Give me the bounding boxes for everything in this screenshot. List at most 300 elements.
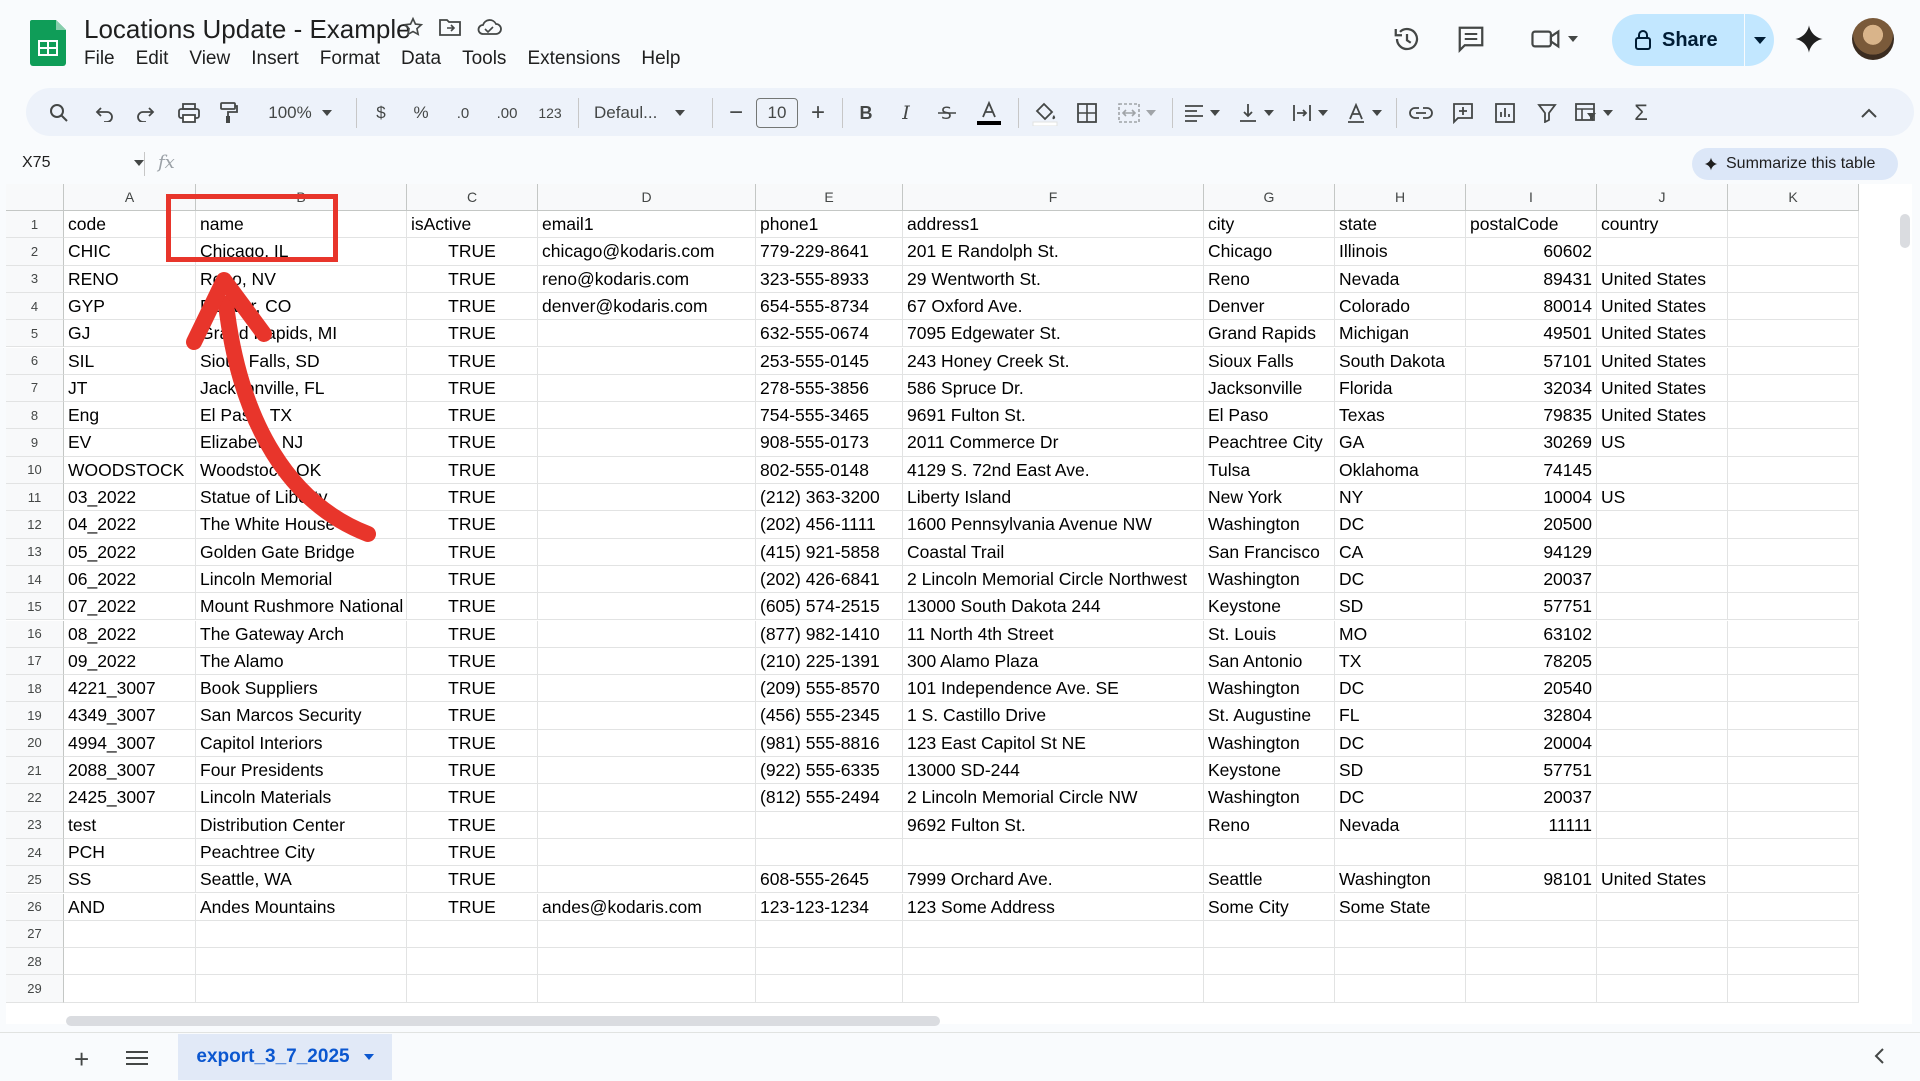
cell-name[interactable]: Lincoln Memorial [196,566,407,593]
text-wrapping-icon[interactable] [1288,100,1332,126]
cell-city[interactable]: Some City [1204,894,1335,921]
row-header[interactable]: 23 [6,812,64,839]
cell-name[interactable]: Capitol Interiors [196,730,407,757]
text-color-icon[interactable] [974,100,1004,126]
name-box[interactable] [22,154,144,172]
menu-edit[interactable]: Edit [135,48,169,69]
cell-postal[interactable]: 57751 [1466,757,1597,784]
bold-button[interactable]: B [859,102,873,123]
cell-address[interactable]: 13000 South Dakota 244 [903,593,1204,620]
cell-name[interactable]: Chicago, IL [196,238,407,265]
cell-postal[interactable]: 94129 [1466,539,1597,566]
cell-name[interactable]: Jacksonville, FL [196,375,407,402]
select-all-corner[interactable] [6,184,64,211]
cell-name[interactable]: name [196,211,407,238]
cell-email[interactable] [538,593,756,620]
column-header-h[interactable]: H [1335,184,1466,211]
cell-k[interactable] [1728,320,1859,347]
cell-email[interactable] [538,484,756,511]
functions-icon[interactable]: Σ [1634,100,1648,125]
cell-country[interactable]: United States [1597,266,1728,293]
cell-state[interactable]: DC [1335,730,1466,757]
row-header[interactable]: 22 [6,784,64,811]
menu-data[interactable]: Data [400,48,442,69]
cell-address[interactable]: 11 North 4th Street [903,621,1204,648]
cell-isactive[interactable]: TRUE [407,894,538,921]
cell-code[interactable]: 4994_3007 [64,730,196,757]
cell-postal[interactable]: 32804 [1466,702,1597,729]
cell-email[interactable] [538,839,756,866]
cell-code[interactable]: EV [64,429,196,456]
cell-city[interactable]: Jacksonville [1204,375,1335,402]
row-header[interactable]: 5 [6,320,64,347]
cell-postal[interactable]: 74145 [1466,457,1597,484]
cell-k[interactable] [1728,784,1859,811]
cell-isactive[interactable]: TRUE [407,648,538,675]
sheet-tab[interactable] [178,1034,392,1080]
cell-isactive[interactable]: TRUE [407,566,538,593]
cell-phone[interactable] [756,812,903,839]
cell-address[interactable]: 586 Spruce Dr. [903,375,1204,402]
cell-code[interactable]: 04_2022 [64,511,196,538]
cell-isactive[interactable] [407,921,538,948]
cell-address[interactable]: Coastal Trail [903,539,1204,566]
row-header[interactable]: 10 [6,457,64,484]
cell-postal[interactable]: 57101 [1466,348,1597,375]
cell-k[interactable] [1728,375,1859,402]
cell-code[interactable]: WOODSTOCK [64,457,196,484]
cell-postal[interactable]: 20037 [1466,784,1597,811]
cell-state[interactable]: Washington [1335,866,1466,893]
cell-address[interactable]: 123 East Capitol St NE [903,730,1204,757]
cell-k[interactable] [1728,839,1859,866]
cell-postal[interactable]: 32034 [1466,375,1597,402]
cell-postal[interactable]: 10004 [1466,484,1597,511]
sheets-logo-icon[interactable] [30,20,66,66]
cell-city[interactable]: Denver [1204,293,1335,320]
vertical-scrollbar[interactable] [1900,214,1910,248]
cell-k[interactable] [1728,812,1859,839]
cell-k[interactable] [1728,293,1859,320]
column-header-g[interactable]: G [1204,184,1335,211]
cell-country[interactable] [1597,757,1728,784]
cell-name[interactable]: The White House [196,511,407,538]
cell-postal[interactable] [1466,921,1597,948]
cell-email[interactable] [538,348,756,375]
cell-name[interactable]: Distribution Center [196,812,407,839]
column-header-j[interactable]: J [1597,184,1728,211]
row-header[interactable]: 17 [6,648,64,675]
cell-city[interactable]: Washington [1204,566,1335,593]
cell-code[interactable]: PCH [64,839,196,866]
cell-k[interactable] [1728,457,1859,484]
cell-phone[interactable] [756,921,903,948]
cell-code[interactable]: 4221_3007 [64,675,196,702]
cell-postal[interactable]: postalCode [1466,211,1597,238]
cell-code[interactable]: test [64,812,196,839]
cell-phone[interactable] [756,839,903,866]
cell-country[interactable] [1597,948,1728,975]
cell-address[interactable]: 2 Lincoln Memorial Circle NW [903,784,1204,811]
cell-name[interactable]: Denver, CO [196,293,407,320]
merge-cells-icon[interactable] [1112,100,1162,126]
cell-postal[interactable]: 20540 [1466,675,1597,702]
document-title[interactable]: Locations Update - Example [84,14,411,44]
cell-email[interactable] [538,402,756,429]
cell-code[interactable]: AND [64,894,196,921]
cell-email[interactable] [538,757,756,784]
row-header[interactable]: 1 [6,211,64,238]
cell-code[interactable]: JT [64,375,196,402]
increase-decimal-button[interactable]: .00 [496,104,518,122]
increase-font-size-button[interactable]: + [810,99,825,126]
cell-name[interactable]: Four Presidents [196,757,407,784]
cell-code[interactable] [64,921,196,948]
cell-code[interactable]: 05_2022 [64,539,196,566]
cell-city[interactable]: Keystone [1204,593,1335,620]
cell-email[interactable]: chicago@kodaris.com [538,238,756,265]
star-icon[interactable] [402,16,424,43]
cell-postal[interactable]: 20037 [1466,566,1597,593]
cell-isactive[interactable]: TRUE [407,839,538,866]
decrease-decimal-button[interactable]: .0 [456,104,470,122]
cell-email[interactable] [538,429,756,456]
column-header-f[interactable]: F [903,184,1204,211]
row-header[interactable]: 27 [6,921,64,948]
cell-state[interactable]: Florida [1335,375,1466,402]
avatar[interactable] [1852,18,1894,60]
fill-color-icon[interactable] [1030,100,1060,126]
cell-state[interactable]: DC [1335,784,1466,811]
row-header[interactable]: 3 [6,266,64,293]
cell-email[interactable] [538,320,756,347]
cell-name[interactable]: Peachtree City [196,839,407,866]
cell-state[interactable]: DC [1335,566,1466,593]
cell-phone[interactable]: (981) 555-8816 [756,730,903,757]
cell-country[interactable]: United States [1597,375,1728,402]
cell-code[interactable]: RENO [64,266,196,293]
cell-phone[interactable]: 632-555-0674 [756,320,903,347]
cell-code[interactable]: CHIC [64,238,196,265]
menu-tools[interactable]: Tools [462,48,507,69]
cell-isactive[interactable] [407,948,538,975]
cell-name[interactable]: Reno, NV [196,266,407,293]
cell-city[interactable] [1204,975,1335,1002]
row-header[interactable]: 7 [6,375,64,402]
cell-email[interactable] [538,730,756,757]
more-formats-button[interactable]: 123 [538,105,562,121]
cell-address[interactable]: 2011 Commerce Dr [903,429,1204,456]
cell-address[interactable] [903,839,1204,866]
cell-code[interactable]: code [64,211,196,238]
cell-city[interactable]: Peachtree City [1204,429,1335,456]
cell-k[interactable] [1728,730,1859,757]
cell-phone[interactable]: (415) 921-5858 [756,539,903,566]
cell-email[interactable] [538,511,756,538]
cell-isactive[interactable] [407,975,538,1002]
cell-email[interactable] [538,539,756,566]
cell-k[interactable] [1728,975,1859,1002]
cell-state[interactable]: MO [1335,621,1466,648]
cell-address[interactable]: 9691 Fulton St. [903,402,1204,429]
zoom-select[interactable] [258,100,342,126]
row-header[interactable]: 18 [6,675,64,702]
cell-name[interactable]: El Paso, TX [196,402,407,429]
cell-email[interactable] [538,702,756,729]
cell-code[interactable]: 06_2022 [64,566,196,593]
cell-country[interactable]: United States [1597,293,1728,320]
cell-address[interactable]: 29 Wentworth St. [903,266,1204,293]
cell-state[interactable]: DC [1335,511,1466,538]
cell-address[interactable]: 201 E Randolph St. [903,238,1204,265]
cell-city[interactable]: St. Louis [1204,621,1335,648]
cell-phone[interactable] [756,975,903,1002]
cell-country[interactable] [1597,621,1728,648]
cell-phone[interactable] [756,948,903,975]
cell-name[interactable] [196,975,407,1002]
cell-city[interactable]: Reno [1204,812,1335,839]
cell-code[interactable]: 09_2022 [64,648,196,675]
cell-city[interactable]: El Paso [1204,402,1335,429]
cell-state[interactable]: Some State [1335,894,1466,921]
version-history-icon[interactable] [1392,24,1422,59]
row-header[interactable]: 20 [6,730,64,757]
row-header[interactable]: 19 [6,702,64,729]
row-header[interactable]: 26 [6,894,64,921]
cell-k[interactable] [1728,894,1859,921]
font-select[interactable] [594,100,700,126]
cell-email[interactable] [538,621,756,648]
cell-country[interactable] [1597,702,1728,729]
cell-code[interactable]: Eng [64,402,196,429]
cell-isactive[interactable]: TRUE [407,457,538,484]
cell-city[interactable]: New York [1204,484,1335,511]
cell-city[interactable]: Tulsa [1204,457,1335,484]
cell-city[interactable]: Keystone [1204,757,1335,784]
cell-email[interactable]: email1 [538,211,756,238]
insert-chart-icon[interactable] [1492,100,1518,126]
cell-country[interactable] [1597,921,1728,948]
cell-email[interactable] [538,921,756,948]
cell-phone[interactable]: phone1 [756,211,903,238]
cell-state[interactable]: Colorado [1335,293,1466,320]
cell-postal[interactable]: 20500 [1466,511,1597,538]
cell-state[interactable]: state [1335,211,1466,238]
cell-state[interactable]: SD [1335,757,1466,784]
cell-postal[interactable] [1466,894,1597,921]
cell-city[interactable]: St. Augustine [1204,702,1335,729]
cell-name[interactable]: Sioux Falls, SD [196,348,407,375]
move-folder-icon[interactable] [438,16,462,43]
cell-name[interactable]: Elizabeth, NJ [196,429,407,456]
cell-code[interactable]: 4349_3007 [64,702,196,729]
column-header-e[interactable]: E [756,184,903,211]
spreadsheet-grid[interactable] [6,184,1912,1024]
sheet-explore-chevron-icon[interactable] [1874,1048,1884,1069]
cell-postal[interactable] [1466,975,1597,1002]
cell-postal[interactable]: 79835 [1466,402,1597,429]
cell-postal[interactable]: 89431 [1466,266,1597,293]
cell-postal[interactable]: 63102 [1466,621,1597,648]
cell-k[interactable] [1728,266,1859,293]
print-icon[interactable] [176,100,202,126]
cell-state[interactable]: Oklahoma [1335,457,1466,484]
cell-city[interactable]: city [1204,211,1335,238]
cell-postal[interactable]: 11111 [1466,812,1597,839]
cell-state[interactable] [1335,839,1466,866]
row-header[interactable]: 15 [6,593,64,620]
cell-phone[interactable]: 754-555-3465 [756,402,903,429]
cell-country[interactable]: United States [1597,402,1728,429]
all-sheets-icon[interactable] [126,1050,148,1071]
cell-isactive[interactable]: TRUE [407,702,538,729]
cell-code[interactable]: SIL [64,348,196,375]
cell-state[interactable]: GA [1335,429,1466,456]
cell-postal[interactable]: 20004 [1466,730,1597,757]
menu-view[interactable]: View [189,48,231,69]
cell-phone[interactable]: (456) 555-2345 [756,702,903,729]
cell-k[interactable] [1728,402,1859,429]
cell-address[interactable]: address1 [903,211,1204,238]
cell-phone[interactable]: (605) 574-2515 [756,593,903,620]
cell-state[interactable]: Michigan [1335,320,1466,347]
menu-file[interactable]: File [84,48,115,69]
cell-phone[interactable]: (202) 426-6841 [756,566,903,593]
cell-city[interactable]: Sioux Falls [1204,348,1335,375]
horizontal-scrollbar[interactable] [66,1016,940,1026]
row-header[interactable]: 11 [6,484,64,511]
row-header[interactable]: 16 [6,621,64,648]
font-size-input[interactable]: 10 [756,98,798,128]
row-header[interactable]: 14 [6,566,64,593]
cell-country[interactable]: US [1597,429,1728,456]
cell-isactive[interactable]: TRUE [407,757,538,784]
cell-postal[interactable]: 60602 [1466,238,1597,265]
percent-format-button[interactable]: % [413,103,429,122]
cell-address[interactable]: 4129 S. 72nd East Ave. [903,457,1204,484]
cell-state[interactable]: CA [1335,539,1466,566]
cell-isactive[interactable]: TRUE [407,621,538,648]
cell-country[interactable] [1597,730,1728,757]
cell-postal[interactable]: 98101 [1466,866,1597,893]
cell-name[interactable]: The Gateway Arch [196,621,407,648]
cell-email[interactable] [538,566,756,593]
cell-phone[interactable]: 323-555-8933 [756,266,903,293]
cell-country[interactable] [1597,511,1728,538]
cell-email[interactable] [538,784,756,811]
undo-icon[interactable] [92,100,118,126]
cell-k[interactable] [1728,211,1859,238]
cell-isactive[interactable]: isActive [407,211,538,238]
cell-k[interactable] [1728,429,1859,456]
add-sheet-button[interactable]: + [74,1044,90,1074]
cell-isactive[interactable]: TRUE [407,511,538,538]
cell-isactive[interactable]: TRUE [407,730,538,757]
cell-email[interactable] [538,866,756,893]
cell-name[interactable] [196,921,407,948]
cell-name[interactable]: The Alamo [196,648,407,675]
cell-isactive[interactable]: TRUE [407,266,538,293]
cell-phone[interactable]: 908-555-0173 [756,429,903,456]
insert-comment-icon[interactable] [1450,100,1476,126]
cell-postal[interactable] [1466,839,1597,866]
cell-name[interactable]: Mount Rushmore National [196,593,407,620]
column-header-c[interactable]: C [407,184,538,211]
filter-icon[interactable] [1534,100,1560,126]
cell-phone[interactable]: 253-555-0145 [756,348,903,375]
cell-city[interactable]: Reno [1204,266,1335,293]
cell-name[interactable]: Woodstock, OK [196,457,407,484]
column-header-k[interactable]: K [1728,184,1859,211]
cell-isactive[interactable]: TRUE [407,402,538,429]
cell-phone[interactable]: 278-555-3856 [756,375,903,402]
cell-state[interactable]: FL [1335,702,1466,729]
cell-address[interactable]: 243 Honey Creek St. [903,348,1204,375]
cell-isactive[interactable]: TRUE [407,866,538,893]
cell-city[interactable]: Chicago [1204,238,1335,265]
cell-address[interactable]: 2 Lincoln Memorial Circle Northwest [903,566,1204,593]
column-header-b[interactable]: B [196,184,407,211]
cell-country[interactable] [1597,975,1728,1002]
cell-phone[interactable]: (212) 363-3200 [756,484,903,511]
cell-state[interactable]: South Dakota [1335,348,1466,375]
cell-k[interactable] [1728,539,1859,566]
cell-city[interactable]: Washington [1204,511,1335,538]
row-header[interactable]: 2 [6,238,64,265]
vertical-align-icon[interactable] [1234,100,1278,126]
column-header-d[interactable]: D [538,184,756,211]
menu-help[interactable]: Help [641,48,681,69]
row-header[interactable]: 21 [6,757,64,784]
row-header[interactable]: 4 [6,293,64,320]
cell-k[interactable] [1728,621,1859,648]
cell-country[interactable] [1597,839,1728,866]
cell-phone[interactable]: (210) 225-1391 [756,648,903,675]
cell-code[interactable]: SS [64,866,196,893]
comments-icon[interactable] [1456,24,1486,59]
cell-code[interactable]: 2425_3007 [64,784,196,811]
menu-insert[interactable]: Insert [251,48,299,69]
cell-address[interactable] [903,975,1204,1002]
cell-country[interactable] [1597,784,1728,811]
cell-k[interactable] [1728,484,1859,511]
cell-phone[interactable]: (922) 555-6335 [756,757,903,784]
cell-address[interactable]: 13000 SD-244 [903,757,1204,784]
row-header[interactable]: 29 [6,975,64,1002]
cell-email[interactable] [538,812,756,839]
cell-state[interactable] [1335,948,1466,975]
cell-isactive[interactable]: TRUE [407,593,538,620]
filter-views-icon[interactable] [1570,100,1618,126]
cell-code[interactable]: 08_2022 [64,621,196,648]
cell-email[interactable] [538,948,756,975]
cell-state[interactable] [1335,921,1466,948]
cell-name[interactable]: San Marcos Security [196,702,407,729]
cell-country[interactable] [1597,539,1728,566]
cell-email[interactable] [538,975,756,1002]
cell-name[interactable]: Golden Gate Bridge [196,539,407,566]
cell-email[interactable]: andes@kodaris.com [538,894,756,921]
cell-country[interactable] [1597,648,1728,675]
cell-country[interactable]: country [1597,211,1728,238]
cell-city[interactable]: Seattle [1204,866,1335,893]
cell-name[interactable]: Book Suppliers [196,675,407,702]
cell-k[interactable] [1728,675,1859,702]
cell-k[interactable] [1728,566,1859,593]
cell-state[interactable]: DC [1335,675,1466,702]
cell-code[interactable] [64,948,196,975]
cell-country[interactable]: US [1597,484,1728,511]
